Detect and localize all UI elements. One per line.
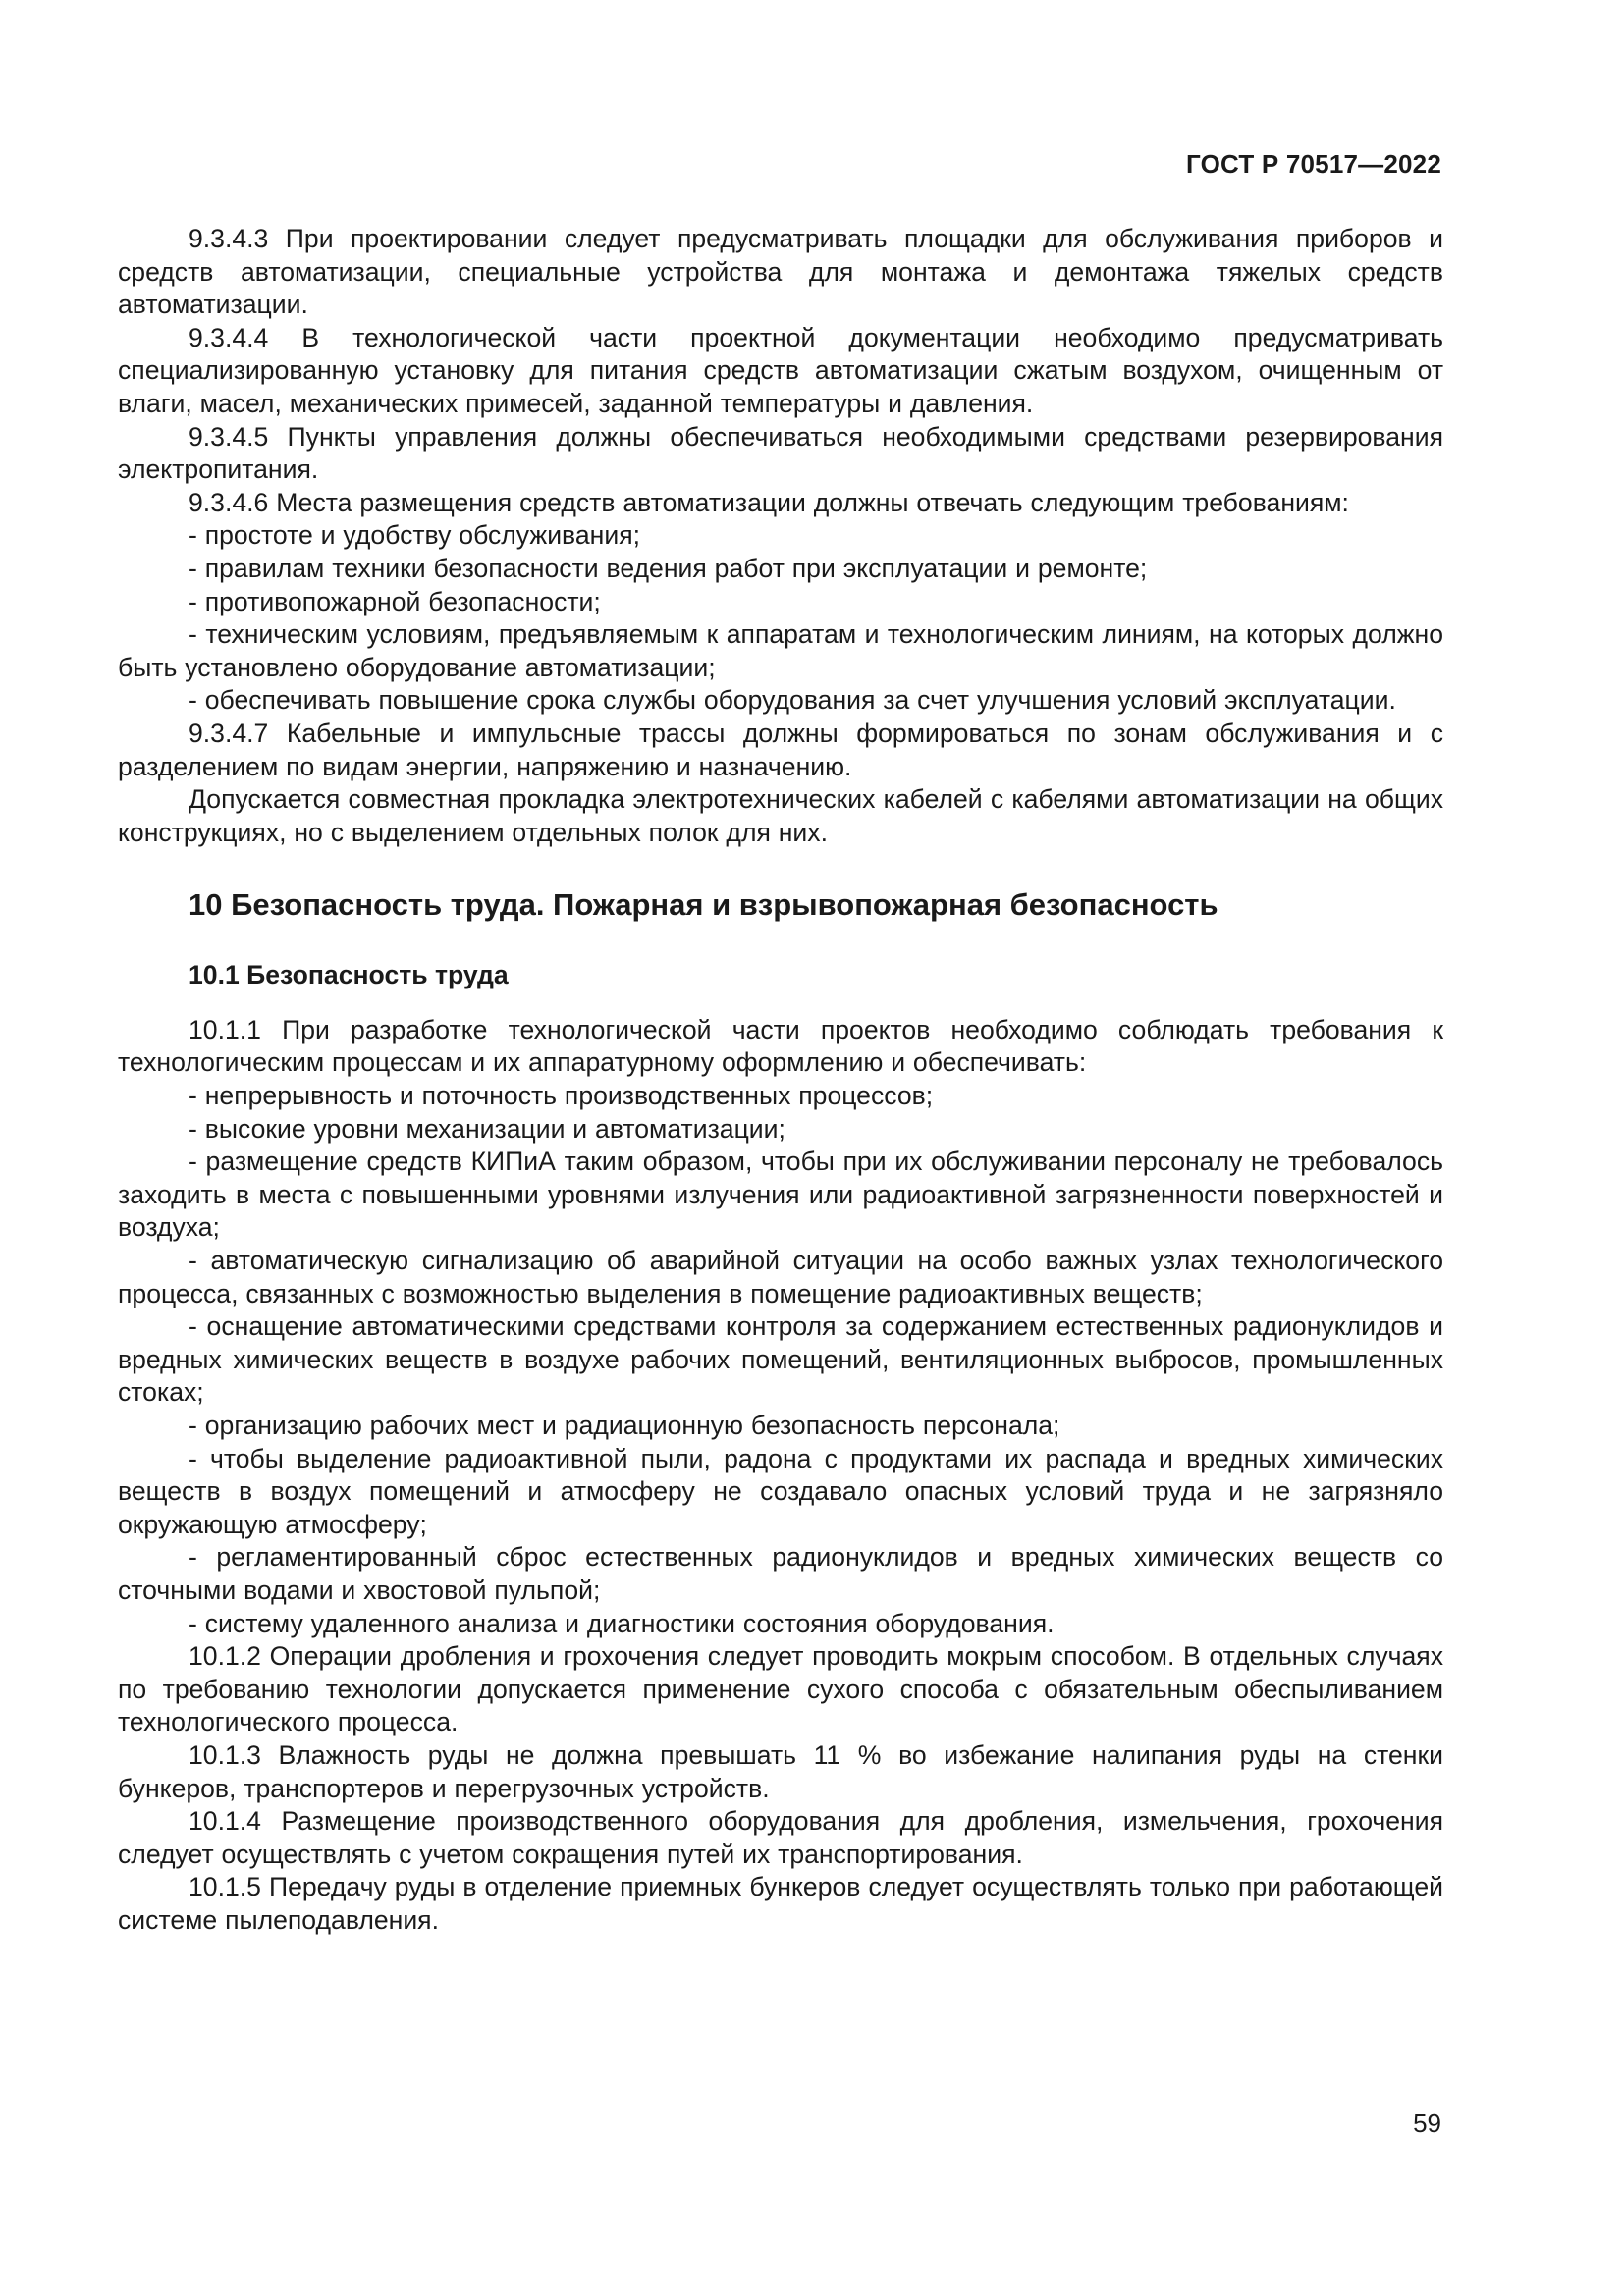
list-item: - систему удаленного анализа и диагностики состояния оборудования. xyxy=(189,1608,1055,1638)
paragraph-9-3-4-4: 9.3.4.4 В технологической части проектной документации необходимо предусматривать специализированную установку для питания средств автоматизации сжатым воздухом, очищенным от влаги, масел, механических примесей, заданной температуры и давления. xyxy=(118,322,1443,418)
section-10-1-heading: 10.1 Безопасность труда xyxy=(189,960,509,990)
paragraph-9-3-4-3: 9.3.4.3 При проектировании следует предусматривать площадки для обслуживания приборов и средств автоматизации, специальные устройства для монтажа и демонтажа тяжелых средств автоматизации. xyxy=(118,224,1443,320)
list-item: - размещение средств КИПиА таким образом, чтобы при их обслуживании персоналу не требовалось заходить в места с повышенными уровнями излучения или радиоактивной загрязненности поверхностей и воздуха; xyxy=(118,1147,1443,1243)
paragraph-10-1-5: 10.1.5 Передачу руды в отделение приемных бункеров следует осуществлять только при работающей системе пылеподавления. xyxy=(118,1872,1443,1935)
paragraph-10-1-1: 10.1.1 При разработке технологической части проектов необходимо соблюдать требования к технологическим процессам и их аппаратурному оформлению и обеспечивать: xyxy=(118,1014,1443,1078)
document-body xyxy=(118,223,1443,1938)
paragraph-10-1-4: 10.1.4 Размещение производственного оборудования для дробления, измельчения, грохочения следует осуществлять с учетом сокращения путей их транспортирования. xyxy=(118,1806,1443,1869)
list-item: - чтобы выделение радиоактивной пыли, радона с продуктами их распада и вредных химических веществ в воздух помещений и атмосферу не создавало опасных условий труда и не загрязняло окружающую атмосферу; xyxy=(118,1443,1443,1539)
list-item: - техническим условиям, предъявляемым к аппаратам и технологическим линиям, на которых должно быть установлено оборудование автоматизации; xyxy=(118,619,1443,682)
list-item: - оснащение автоматическими средствами контроля за содержанием естественных радионуклидов и вредных химических веществ в воздухе рабочих помещений, вентиляционных выбросов, промышленных стоках; xyxy=(118,1311,1443,1408)
list-item: - правилам техники безопасности ведения работ при эксплуатации и ремонте; xyxy=(189,553,1148,583)
paragraph-10-1-2: 10.1.2 Операции дробления и грохочения следует проводить мокрым способом. В отдельных случаях по требованию технологии допускается применение сухого способа с обязательным обеспыливанием технологического процесса. xyxy=(118,1641,1443,1737)
section-10-heading: 10 Безопасность труда. Пожарная и взрывопожарная безопасность xyxy=(189,887,1218,923)
page-number: 59 xyxy=(1413,2109,1441,2138)
list-item: - регламентированный сброс естественных радионуклидов и вредных химических веществ со сточными водами и хвостовой пульпой; xyxy=(118,1542,1443,1605)
list-item: - обеспечивать повышение срока службы оборудования за счет улучшения условий эксплуатации. xyxy=(189,685,1396,716)
paragraph-9-3-4-7: 9.3.4.7 Кабельные и импульсные трассы должны формироваться по зонам обслуживания и с разделением по видам энергии, напряжению и назначению. xyxy=(118,718,1443,781)
paragraph-9-3-4-5: 9.3.4.5 Пункты управления должны обеспечиваться необходимыми средствами резервирования электропитания. xyxy=(118,421,1443,485)
list-item: - непрерывность и поточность производственных процессов; xyxy=(189,1081,934,1111)
document-code-header: ГОСТ Р 70517—2022 xyxy=(1186,149,1441,179)
list-item: - простоте и удобству обслуживания; xyxy=(189,520,641,551)
list-item: - высокие уровни механизации и автоматизации; xyxy=(189,1113,785,1144)
paragraph-9-3-4-6: 9.3.4.6 Места размещения средств автоматизации должны отвечать следующим требованиям: xyxy=(189,487,1349,517)
list-item: - автоматическую сигнализацию об аварийной ситуации на особо важных узлах технологического процесса, связанных с возможностью выделения в помещение радиоактивных веществ; xyxy=(118,1246,1443,1308)
paragraph-cable-note: Допускается совместная прокладка электротехнических кабелей с кабелями автоматизации на общих конструкциях, но с выделением отдельных полок для них. xyxy=(118,784,1443,847)
paragraph-10-1-3: 10.1.3 Влажность руды не должна превышать 11 % во избежание налипания руды на стенки бункеров, транспортеров и перегрузочных устройств. xyxy=(118,1739,1443,1803)
list-item: - противопожарной безопасности; xyxy=(189,586,601,616)
list-item: - организацию рабочих мест и радиационную безопасность персонала; xyxy=(189,1411,1060,1440)
